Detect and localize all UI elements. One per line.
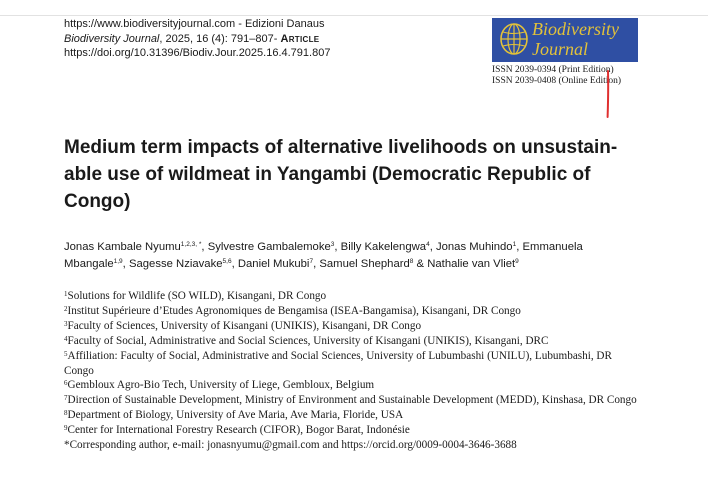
- affiliation-item: [64, 334, 644, 349]
- affiliation-number: 9: [64, 424, 68, 433]
- affiliation-number: 1: [64, 290, 68, 298]
- journal-logo: [492, 18, 638, 62]
- affiliation-text: Solutions for Wildlife (SO WILD), Kisangani, DR Congo: [67, 290, 327, 302]
- issn-print: ISSN 2039-0394 (Print Edition): [492, 65, 614, 75]
- affiliation-text: Center for International Forestry Research (CIFOR), Bogor Barat, Indonésie: [67, 424, 410, 437]
- affiliation-number: 6: [64, 379, 68, 388]
- affiliation-text: Gembloux Agro-Bio Tech, University of Liege, Gembloux, Belgium: [67, 379, 375, 392]
- affiliation-item: [64, 408, 644, 423]
- affiliation-text: Institut Supérieure d’Etudes Agronomiques de Bengamisa (ISEA-Bangamisa), Kisangani, DR Congo: [67, 304, 521, 317]
- author-affiliation-ref: 3: [330, 241, 335, 248]
- article-type-label: Article: [280, 32, 320, 45]
- issn-block: [492, 65, 621, 87]
- author-name: Sylvestre Gambalemoke: [207, 241, 331, 253]
- affiliation-item: [64, 319, 644, 334]
- author-separator: ,: [201, 241, 208, 253]
- affiliation-text: Department of Biology, University of Ave Maria, Ave Maria, Floride, USA: [67, 409, 404, 422]
- author-separator: ,: [122, 258, 129, 270]
- affiliation-item: [64, 393, 644, 408]
- affiliation-text: *Corresponding author, e-mail: jonasnyumu@gmail.com and https://orcid.org/0009-0004-3646-3688: [64, 439, 517, 452]
- author-separator: ,: [231, 258, 238, 270]
- author-affiliation-ref: 1: [512, 241, 517, 248]
- author-separator: ,: [429, 241, 436, 253]
- author-separator: ,: [334, 241, 341, 253]
- affiliation-text: Faculty of Sciences, University of Kisangani (UNIKIS), Kisangani, DR Congo: [67, 319, 422, 332]
- affiliation-item: [64, 289, 644, 304]
- globe-icon: [498, 21, 530, 57]
- author-name: Jonas Kambale Nyumu: [64, 241, 181, 253]
- top-divider: [0, 15, 708, 16]
- author-affiliation-ref: 5,6: [222, 258, 232, 265]
- affiliation-text: Direction of Sustainable Development, Ministry of Environment and Sustainable Development (MEDD), Kinshasa, DR Congo: [67, 394, 637, 407]
- doi-link[interactable]: https://doi.org/10.31396/Biodiv.Jour.2025.16.4.791.807: [64, 47, 331, 59]
- affiliation-list: [64, 289, 644, 453]
- author-separator: ,: [516, 241, 523, 253]
- author-name: Nathalie van Vliet: [427, 258, 516, 270]
- affiliation-number: 3: [64, 319, 68, 328]
- affiliation-number: 5: [64, 349, 68, 358]
- affiliation-number: 2: [64, 304, 68, 313]
- logo-title-line2: Journal: [532, 39, 588, 59]
- journal-url[interactable]: https://www.biodiversityjournal.com - Edizioni Danaus: [64, 18, 325, 30]
- affiliation-text: Faculty of Social, Administrative and Social Sciences, University of Kisangani (UNIKIS), Kisangani, DRC: [67, 334, 549, 347]
- article-title: Medium term impacts of alternative livelihoods on unsustain-able use of wildmeat in Yangambi (Democratic Republic of Congo): [64, 137, 618, 212]
- citation-line: [64, 32, 330, 47]
- author-affiliation-ref: 4: [426, 241, 430, 248]
- author-name: Samuel Shephard: [319, 258, 410, 270]
- affiliation-number: 7: [64, 394, 68, 403]
- author-list: [64, 239, 642, 273]
- author-name: Jonas Muhindo: [435, 241, 513, 253]
- author-affiliation-ref: 1,9: [113, 258, 123, 265]
- author-name: Daniel Mukubi: [237, 258, 310, 270]
- affiliation-item: [64, 378, 644, 393]
- citation-volume: , 2025, 16 (4): 791–807-: [159, 32, 278, 45]
- journal-header: [64, 17, 330, 61]
- author-name: Billy Kakelengwa: [340, 241, 427, 253]
- author-separator: ,: [313, 258, 320, 270]
- author-affiliation-ref: 1,2,3, *: [180, 241, 202, 248]
- affiliation-item: [64, 423, 644, 438]
- issn-online: ISSN 2039-0408 (Online Edition): [492, 76, 622, 86]
- logo-title-line1: Biodiversity: [532, 19, 619, 39]
- author-separator: &: [413, 258, 428, 270]
- author-affiliation-ref: 8: [409, 258, 414, 265]
- author-affiliation-ref: 7: [309, 258, 314, 265]
- affiliation-item: [64, 304, 644, 319]
- author-affiliation-ref: 9: [515, 258, 519, 265]
- red-pen-mark: [605, 70, 611, 118]
- author-name: Sagesse Nziavake: [128, 258, 223, 270]
- affiliation-text: Affiliation: Faculty of Social, Administrative and Social Sciences, University of Lubumbashi (UNILU), Lubumbashi, DR Congo: [64, 349, 612, 377]
- affiliation-item: [64, 349, 644, 379]
- affiliation-number: 4: [64, 334, 68, 343]
- journal-name: Biodiversity Journal: [64, 32, 160, 45]
- affiliation-item: [64, 438, 644, 453]
- author-name: Emmanuela Mbangale: [64, 241, 583, 270]
- affiliation-number: 8: [64, 409, 68, 418]
